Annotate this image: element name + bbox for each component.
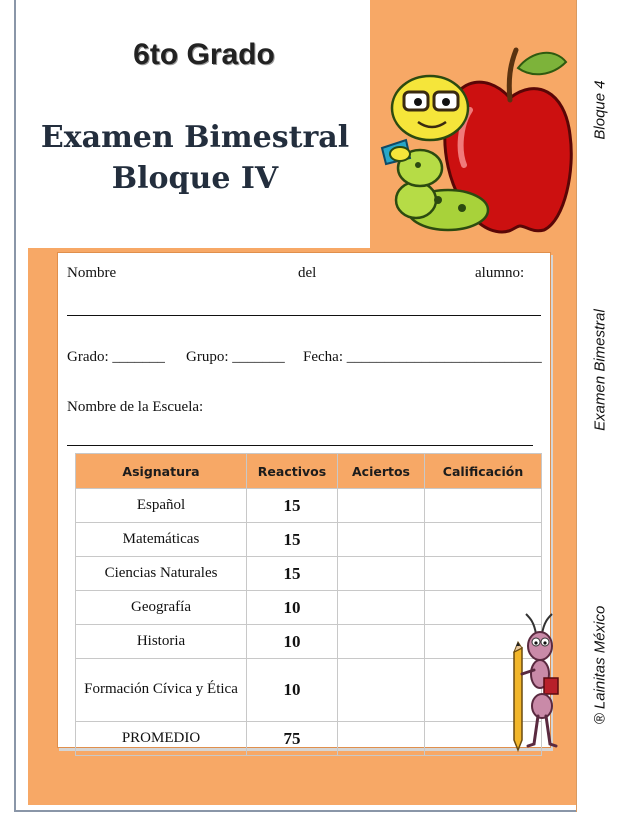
header-items: Reactivos — [247, 454, 338, 489]
items-cell: 10 — [247, 659, 338, 722]
items-cell: 15 — [247, 557, 338, 591]
items-cell: 75 — [247, 722, 338, 756]
grade-field[interactable]: Grado: _______ — [67, 349, 165, 365]
subject-cell: Español — [76, 489, 247, 523]
ant-illustration — [500, 612, 572, 752]
grade-heading: 6to Grado — [133, 38, 275, 71]
table-row — [76, 523, 542, 557]
side-brand-label: ® Lainitas México — [591, 605, 609, 725]
items-cell: 10 — [247, 591, 338, 625]
header-score: Calificación — [425, 454, 542, 489]
header-correct: Aciertos — [338, 454, 425, 489]
table-row — [76, 489, 542, 523]
side-block-label: Bloque 4 — [591, 80, 609, 140]
subject-cell: PROMEDIO — [76, 722, 247, 756]
student-form — [57, 252, 551, 748]
date-field[interactable]: Fecha: __________________________ — [303, 349, 542, 365]
exam-title-line1: Examen Bimestral — [40, 120, 350, 155]
correct-cell[interactable] — [338, 591, 425, 625]
table-row — [76, 557, 542, 591]
subject-cell: Ciencias Naturales — [76, 557, 247, 591]
score-cell[interactable] — [425, 557, 542, 591]
name-label-2: del — [298, 265, 317, 281]
correct-cell[interactable] — [338, 625, 425, 659]
correct-cell[interactable] — [338, 722, 425, 756]
table-row — [76, 625, 542, 659]
grades-table — [75, 453, 542, 756]
table-row — [76, 591, 542, 625]
school-line[interactable] — [67, 445, 533, 446]
subject-cell: Formación Cívica y Ética — [76, 659, 247, 722]
subject-cell: Historia — [76, 625, 247, 659]
score-cell[interactable] — [425, 489, 542, 523]
exam-title — [30, 118, 360, 199]
subject-cell: Geografía — [76, 591, 247, 625]
subject-cell: Matemáticas — [76, 523, 247, 557]
items-cell: 10 — [247, 625, 338, 659]
items-cell: 15 — [247, 489, 338, 523]
worm-illustration — [378, 50, 498, 240]
score-cell[interactable] — [425, 523, 542, 557]
table-row — [76, 722, 542, 756]
school-label: Nombre de la Escuela: — [67, 399, 204, 415]
correct-cell[interactable] — [338, 489, 425, 523]
group-field[interactable]: Grupo: _______ — [186, 349, 285, 365]
table-header-row — [76, 454, 542, 489]
name-label-3: alumno: — [475, 265, 525, 281]
header-subject: Asignatura — [76, 454, 247, 489]
correct-cell[interactable] — [338, 557, 425, 591]
items-cell: 15 — [247, 523, 338, 557]
correct-cell[interactable] — [338, 523, 425, 557]
name-label-1: Nombre — [67, 265, 117, 281]
table-row — [76, 659, 542, 722]
exam-title-line2: Bloque IV — [111, 160, 279, 196]
name-line[interactable] — [67, 315, 541, 316]
side-exam-label: Examen Bimestral — [591, 309, 609, 431]
correct-cell[interactable] — [338, 659, 425, 722]
